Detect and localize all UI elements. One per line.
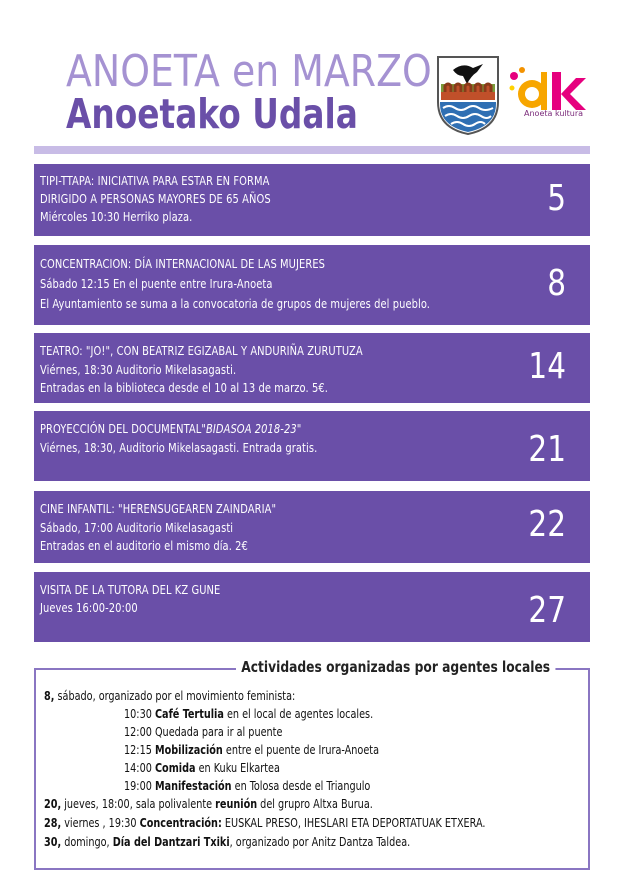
event-card: [34, 491, 590, 563]
schedule-item: 12:00 Quedada para ir al puente: [124, 724, 283, 739]
event-detail: Sábado 12:15 En el puente entre Irura-Anoeta: [40, 276, 273, 291]
anoeta-kultura-logo: [508, 64, 588, 128]
event-day: 5: [547, 178, 566, 219]
event-day: 21: [528, 429, 566, 470]
event-title: CONCENTRACION: DÍA INTERNACIONAL DE LAS MUJERES: [40, 256, 326, 271]
event-day: 8: [547, 263, 566, 304]
event-day: 27: [528, 590, 566, 631]
event-detail: Sábado, 17:00 Auditorio Mikelasagasti: [40, 520, 234, 535]
event-day: 22: [528, 504, 566, 545]
event-detail: Miércoles 10:30 Herriko plaza.: [40, 209, 193, 224]
page-title: ANOETA en MARZO: [66, 46, 432, 97]
event-card: [34, 164, 590, 236]
page-subtitle: Anoetako Udala: [66, 90, 358, 138]
event-title-italic: "BIDASOA 2018-23": [201, 421, 302, 436]
event-title-line2: DIRIGIDO A PERSONAS MAYORES DE 65 AÑOS: [40, 191, 271, 206]
activity-item: 28, viernes , 19:30 Concentración: EUSKAL PRESO, IHESLARI ETA DEPORTATUAK ETXERA.: [44, 815, 486, 830]
activities-heading: Actividades organizadas por agentes locales: [236, 658, 555, 676]
event-card: [34, 245, 590, 325]
event-card: [34, 333, 590, 403]
schedule-item: 14:00 Comida en Kuku Elkartea: [124, 760, 280, 775]
event-detail: Viérnes, 18:30, Auditorio Mikelasagasti. Entrada gratis.: [40, 440, 318, 455]
event-day: 14: [528, 346, 566, 387]
event-card: [34, 411, 590, 481]
logo-text: Anoeta kultura: [524, 109, 584, 118]
event-detail: Jueves 16:00-20:00: [40, 600, 138, 615]
event-title: PROYECCIÓN DEL DOCUMENTAL"BIDASOA 2018-23": [40, 421, 302, 436]
schedule-item: 12:15 Mobilización entre el puente de Irura-Anoeta: [124, 742, 380, 757]
event-detail: Entradas en el auditorio el mismo día. 2€: [40, 538, 248, 553]
schedule-item: 10:30 Café Tertulia en el local de agentes locales.: [124, 706, 374, 721]
coat-of-arms-icon: [435, 54, 501, 136]
event-title: TIPI-TTAPA: INICIATIVA PARA ESTAR EN FORMA: [40, 173, 270, 188]
event-title: VISITA DE LA TUTORA DEL KZ GUNE: [40, 582, 221, 597]
event-title: CINE INFANTIL: "HERENSUGEAREN ZAINDARIA": [40, 501, 277, 516]
schedule-item: 19:00 Manifestación en Tolosa desde el Triangulo: [124, 778, 371, 793]
event-detail: Viérnes, 18:30 Auditorio Mikelasagasti.: [40, 362, 237, 377]
event-detail: El Ayuntamiento se suma a la convocatoria de grupos de mujeres del pueblo.: [40, 296, 431, 311]
activity-item: 20, jueves, 18:00, sala polivalente reunión del grupro Altxa Burua.: [44, 796, 373, 811]
event-title: TEATRO: "JO!", CON BEATRIZ EGIZABAL Y ANDURIÑA ZURUTUZA: [40, 343, 363, 358]
event-card: [34, 572, 590, 642]
activity-intro: 8, sábado, organizado por el movimiento feminista:: [44, 688, 296, 703]
header-divider: [34, 146, 590, 154]
activity-item: 30, domingo, Día del Dantzari Txiki, organizado por Anitz Dantza Taldea.: [44, 834, 411, 849]
event-detail: Entradas en la biblioteca desde el 10 al 13 de marzo. 5€.: [40, 380, 328, 395]
